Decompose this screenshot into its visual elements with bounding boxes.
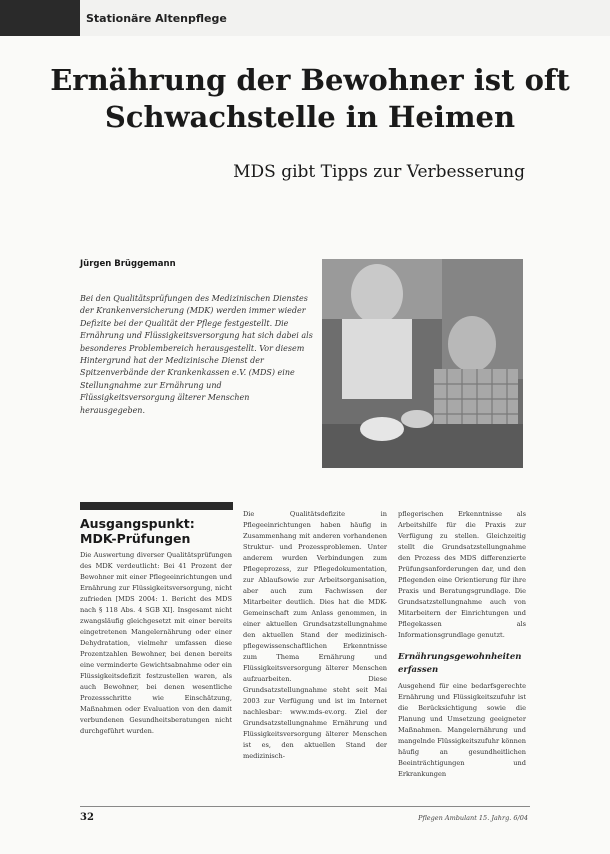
column-2 [243, 509, 387, 762]
box-header-bar [80, 502, 233, 510]
intro-paragraph: Bei den Qualitätsprüfungen des Medizinischen Dienstes der Krankenversicherung (MDK) werden immer wieder Defizite bei der Qualität der Pflege festgestellt. Die Ernährung und Flüssigkeitsversorgung hat sich dabei als besonderes Problembereich herausgestellt. Vor diesem Hintergrund hat der Medizinische Dienst der Spitzenverbände der Krankenkassen e.V. (MDS) eine Stellungnahme zur Ernährung und Flüssigkeitsversorgung älterer Menschen herausgegeben. [80, 294, 313, 415]
footer-rule [80, 806, 530, 807]
article-title: Ernährung der Bewohner ist oft Schwachstelle in Heimen [50, 63, 570, 134]
column-3 [398, 509, 526, 780]
footer-reference: Pflegen Ambulant 15. Jahrg. 6/04 [418, 814, 528, 822]
column-1-text: Die Auswertung diverser Qualitätsprüfungen des MDK verdeutlicht: Bei 41 Prozent der Bewohner mit einer Pflegeeinrichtungen und Ernährung zur Flüssigkeitsversorgung, nicht zufrieden [MDS 2004: 1. Bericht des MDS nach § 118 Abs. 4 SGB XI]. Insgesamt nicht zwangsläufig gleichgesetzt mit einer bereits eingetretenen Mangelernährung oder einer Dehydratation, vielmehr umfassen diese Prozentzahlen Bewohner, bei denen bereits eine verminderte Gewichtsabnahme oder ein Flüssigkeitsdefizit festzustellen waren, als auch Bewohner, bei denen wesentliche Prozessschritte wie Einschätzung, Maßnahmen oder Evaluation von den damit verbundenen Gesundheitsberatungen nicht durchgeführt wurden. [80, 551, 232, 735]
column-3-subheading: Ernährungsgewohnheiten erfassen [398, 652, 522, 675]
article-photo [322, 259, 523, 468]
column-3-text-2: Ausgehend für eine bedarfsgerechte Ernährung und Flüssigkeitszufuhr ist die Berücksichtigung sowie die Planung und Umsetzung geeigneter Maßnahmen. Mangelernährung und mangelnde Flüssigkeitszufuhr können häufig an gesundheitlichen Beeinträchtigungen und Erkrankungen [398, 682, 526, 778]
column-3-text: pflegerischen Erkenntnisse als Arbeitshilfe für die Praxis zur Verfügung zu stellen. Gleichzeitig stellt die Grundsatzstellungnahme den Prozess des MDS differenzierte Prüfungsanforderungen dar, und den Pflegenden eine Orientierung für ihre Praxis und Beratungsgrundlage. Die Grundsatzstellungnahme auch von Mitarbeitern der Einrichtungen und Pflegekassen als Informationsgrundlage genutzt. [398, 510, 526, 639]
column-2-text: Die Qualitätsdefizite in Pflegeeinrichtungen haben häufig in Zusammenhang mit anderen vorhandenen Struktur- und Prozessproblemen. Unter anderem wurden Verbindungen zum Pflegeprozess, zur Pflegedokumentation, zur Ablaufsowie zur Arbeitsorganisation, aber auch zum Fachwissen der Mitarbeiter deutlich. Dies hat die MDK-Gemeinschaft zum Anlass genommen, in einer aktuellen Grundsatzstellungnahme den aktuellen Stand der medizinisch-pflegewissenschaftlichen Erkenntnisse zum Thema Ernährung und Flüssigkeitsversorgung älterer Menschen aufzuarbeiten. Diese Grundsatzstellungnahme steht seit Mai 2003 zur Verfügung und ist im Internet nachlesbar: www.mds-ev.org. Ziel der Grundsatzstellungnahme Ernährung und Flüssigkeitsversorgung älterer Menschen ist es, den aktuellen Stand der medizinisch- [243, 510, 387, 760]
box-title: Ausgangspunkt: MDK-Prüfungen [80, 516, 195, 546]
column-1 [80, 550, 232, 737]
section-label: Stationäre Altenpflege [86, 12, 227, 25]
article-subtitle: MDS gibt Tipps zur Verbesserung [233, 162, 525, 182]
photo-elderly-care-icon [322, 259, 523, 468]
section-tab [0, 0, 80, 36]
page-number: 32 [80, 812, 94, 823]
author-name: Jürgen Brüggemann [80, 259, 176, 269]
